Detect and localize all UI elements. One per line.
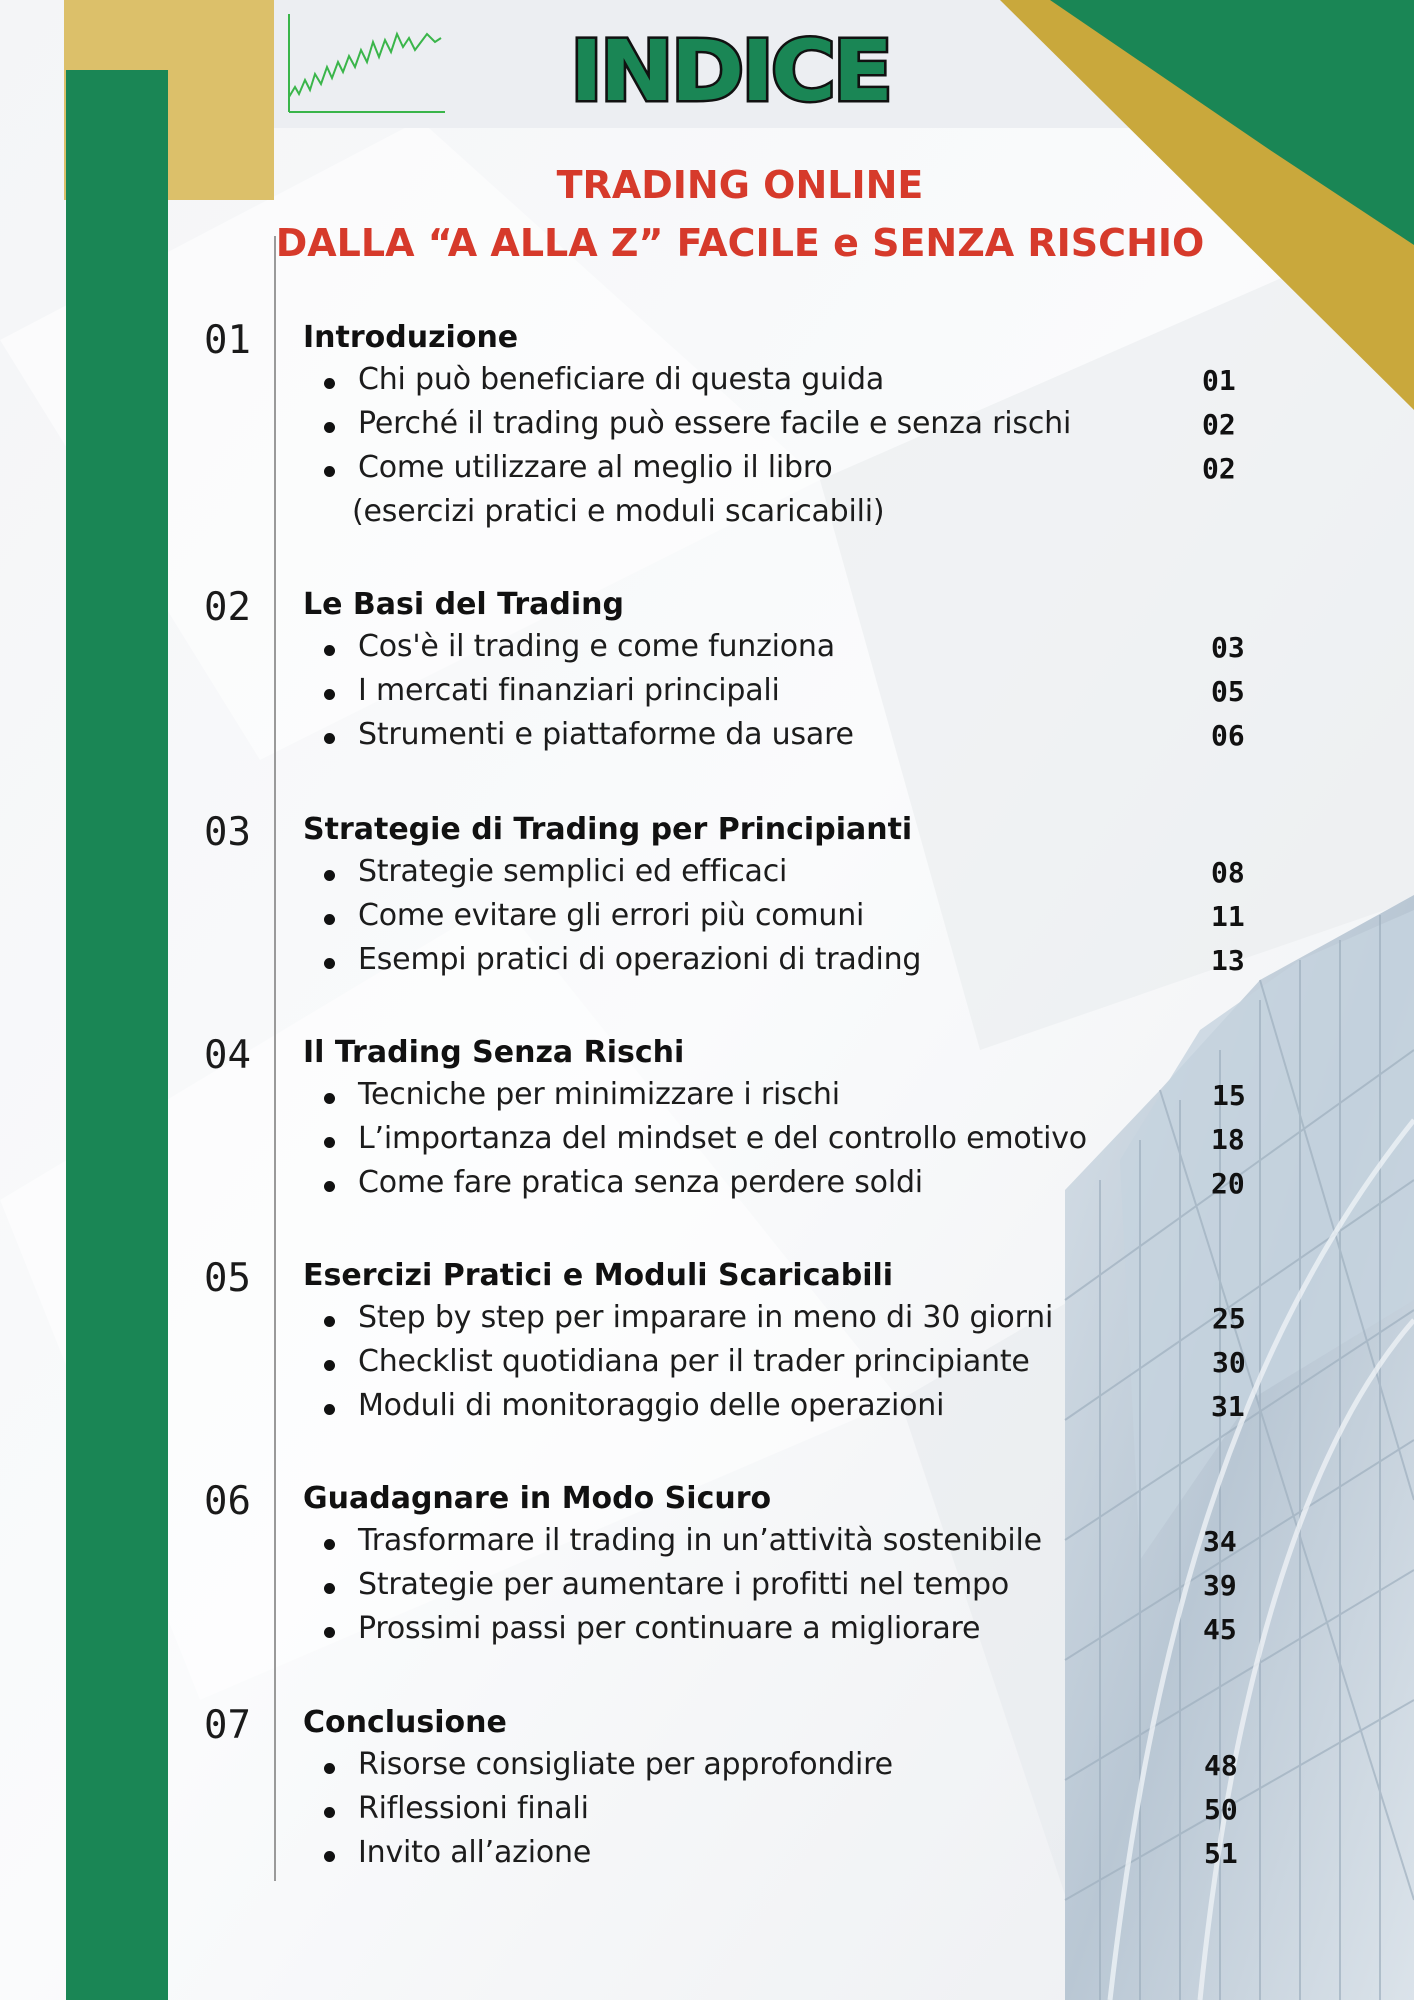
- entry-text-continuation: (esercizi pratici e moduli scaricabili): [352, 494, 885, 529]
- toc-entry: [0, 673, 1414, 717]
- entry-text: Strategie semplici ed efficaci: [358, 854, 788, 889]
- toc-entry: [0, 1388, 1414, 1432]
- toc-entry: [0, 1611, 1414, 1655]
- entry-text: Moduli di monitoraggio delle operazioni: [358, 1388, 945, 1423]
- toc-entry: [0, 942, 1414, 986]
- entry-text: L’importanza del mindset e del controllo emotivo: [358, 1121, 1087, 1156]
- bullet-icon: [324, 1181, 335, 1192]
- bullet-icon: [324, 689, 335, 700]
- entry-text: Trasformare il trading in un’attività sostenibile: [358, 1523, 1042, 1558]
- page-number: 34: [1203, 1525, 1237, 1558]
- page-number: 08: [1211, 856, 1245, 889]
- bullet-icon: [324, 1093, 335, 1104]
- bullet-icon: [324, 1404, 335, 1415]
- toc-entry: [0, 898, 1414, 942]
- entry-text: Cos'è il trading e come funziona: [358, 629, 835, 664]
- section-number: 04: [204, 1033, 251, 1078]
- page-number: 20: [1211, 1167, 1245, 1200]
- bullet-icon: [324, 378, 335, 389]
- page-number: 45: [1203, 1613, 1237, 1646]
- bullet-icon: [324, 1360, 335, 1371]
- page-number: 05: [1211, 675, 1245, 708]
- stock-chart-icon: [285, 12, 450, 117]
- section-number: 05: [204, 1256, 251, 1301]
- bullet-icon: [324, 645, 335, 656]
- bullet-icon: [324, 1316, 335, 1327]
- entry-text: Esempi pratici di operazioni di trading: [358, 942, 922, 977]
- entry-text: Come fare pratica senza perdere soldi: [358, 1165, 923, 1200]
- bullet-icon: [324, 1627, 335, 1638]
- toc-entry: [0, 1791, 1414, 1835]
- entry-text: Come utilizzare al meglio il libro: [358, 450, 833, 485]
- page-number: 13: [1211, 944, 1245, 977]
- section-title: Esercizi Pratici e Moduli Scaricabili: [303, 1258, 894, 1293]
- bullet-icon: [324, 466, 335, 477]
- toc-entry: [0, 1747, 1414, 1791]
- toc-entry: [0, 1523, 1414, 1567]
- toc-entry: [0, 1165, 1414, 1209]
- page-number: 50: [1204, 1793, 1238, 1826]
- section-number: 06: [204, 1479, 251, 1524]
- toc-entry: [0, 1835, 1414, 1879]
- section-number: 01: [204, 318, 251, 363]
- page-number: 02: [1202, 452, 1236, 485]
- entry-text: Step by step per imparare in meno di 30 giorni: [358, 1300, 1054, 1335]
- section-title: Il Trading Senza Rischi: [303, 1035, 685, 1070]
- subtitle-line-2: DALLA “A ALLA Z” FACILE e SENZA RISCHIO: [275, 221, 1205, 265]
- entry-text: Tecniche per minimizzare i rischi: [358, 1077, 840, 1112]
- bullet-icon: [324, 1137, 335, 1148]
- bullet-icon: [324, 1583, 335, 1594]
- entry-text: Chi può beneficiare di questa guida: [358, 362, 885, 397]
- page-number: 31: [1211, 1390, 1245, 1423]
- bullet-icon: [324, 870, 335, 881]
- section-title: Conclusione: [303, 1705, 507, 1740]
- page-number: 51: [1204, 1837, 1238, 1870]
- entry-text: Checklist quotidiana per il trader principiante: [358, 1344, 1030, 1379]
- toc-entry: [0, 1300, 1414, 1344]
- entry-text: Strategie per aumentare i profitti nel tempo: [358, 1567, 1010, 1602]
- toc-entry: [0, 406, 1414, 450]
- page-number: 39: [1203, 1569, 1237, 1602]
- entry-text: Strumenti e piattaforme da usare: [358, 717, 854, 752]
- entry-text: I mercati finanziari principali: [358, 673, 780, 708]
- page-number: 18: [1211, 1123, 1245, 1156]
- page-number: 01: [1202, 364, 1236, 397]
- page-number: 02: [1202, 408, 1236, 441]
- toc-entry: [0, 1121, 1414, 1165]
- section-title: Le Basi del Trading: [303, 587, 624, 622]
- entry-text: Invito all’azione: [358, 1835, 592, 1870]
- subtitle-line-1: TRADING ONLINE: [556, 163, 924, 207]
- entry-text: Risorse consigliate per approfondire: [358, 1747, 893, 1782]
- section-number: 02: [204, 585, 251, 630]
- bullet-icon: [324, 1539, 335, 1550]
- entry-text: Perché il trading può essere facile e senza rischi: [358, 406, 1072, 441]
- toc-entry: [0, 450, 1414, 529]
- bullet-icon: [324, 733, 335, 744]
- page-number: 15: [1212, 1079, 1246, 1112]
- toc-entry: [0, 1077, 1414, 1121]
- bullet-icon: [324, 958, 335, 969]
- entry-text: Prossimi passi per continuare a migliorare: [358, 1611, 981, 1646]
- bullet-icon: [324, 422, 335, 433]
- bullet-icon: [324, 914, 335, 925]
- toc-entry: [0, 1344, 1414, 1388]
- toc-entry: [0, 362, 1414, 406]
- section-number: 07: [204, 1703, 251, 1748]
- entry-text: Come evitare gli errori più comuni: [358, 898, 865, 933]
- page-title-text: INDICE: [570, 22, 890, 112]
- page-number: 48: [1204, 1749, 1238, 1782]
- section-title: Introduzione: [303, 320, 519, 355]
- section-number: 03: [204, 810, 251, 855]
- page-number: 03: [1211, 631, 1245, 664]
- toc-entry: [0, 629, 1414, 673]
- bullet-icon: [324, 1807, 335, 1818]
- page-title: [560, 22, 900, 112]
- entry-text: Riflessioni finali: [358, 1791, 589, 1826]
- page-number: 06: [1211, 719, 1245, 752]
- toc-entry: [0, 1567, 1414, 1611]
- bullet-icon: [324, 1851, 335, 1862]
- toc-entry: [0, 717, 1414, 761]
- section-title: Strategie di Trading per Principianti: [303, 812, 913, 847]
- bullet-icon: [324, 1763, 335, 1774]
- page-number: 11: [1211, 900, 1245, 933]
- section-title: Guadagnare in Modo Sicuro: [303, 1481, 772, 1516]
- toc-entry: [0, 854, 1414, 898]
- page-number: 25: [1212, 1302, 1246, 1335]
- page-number: 30: [1212, 1346, 1246, 1379]
